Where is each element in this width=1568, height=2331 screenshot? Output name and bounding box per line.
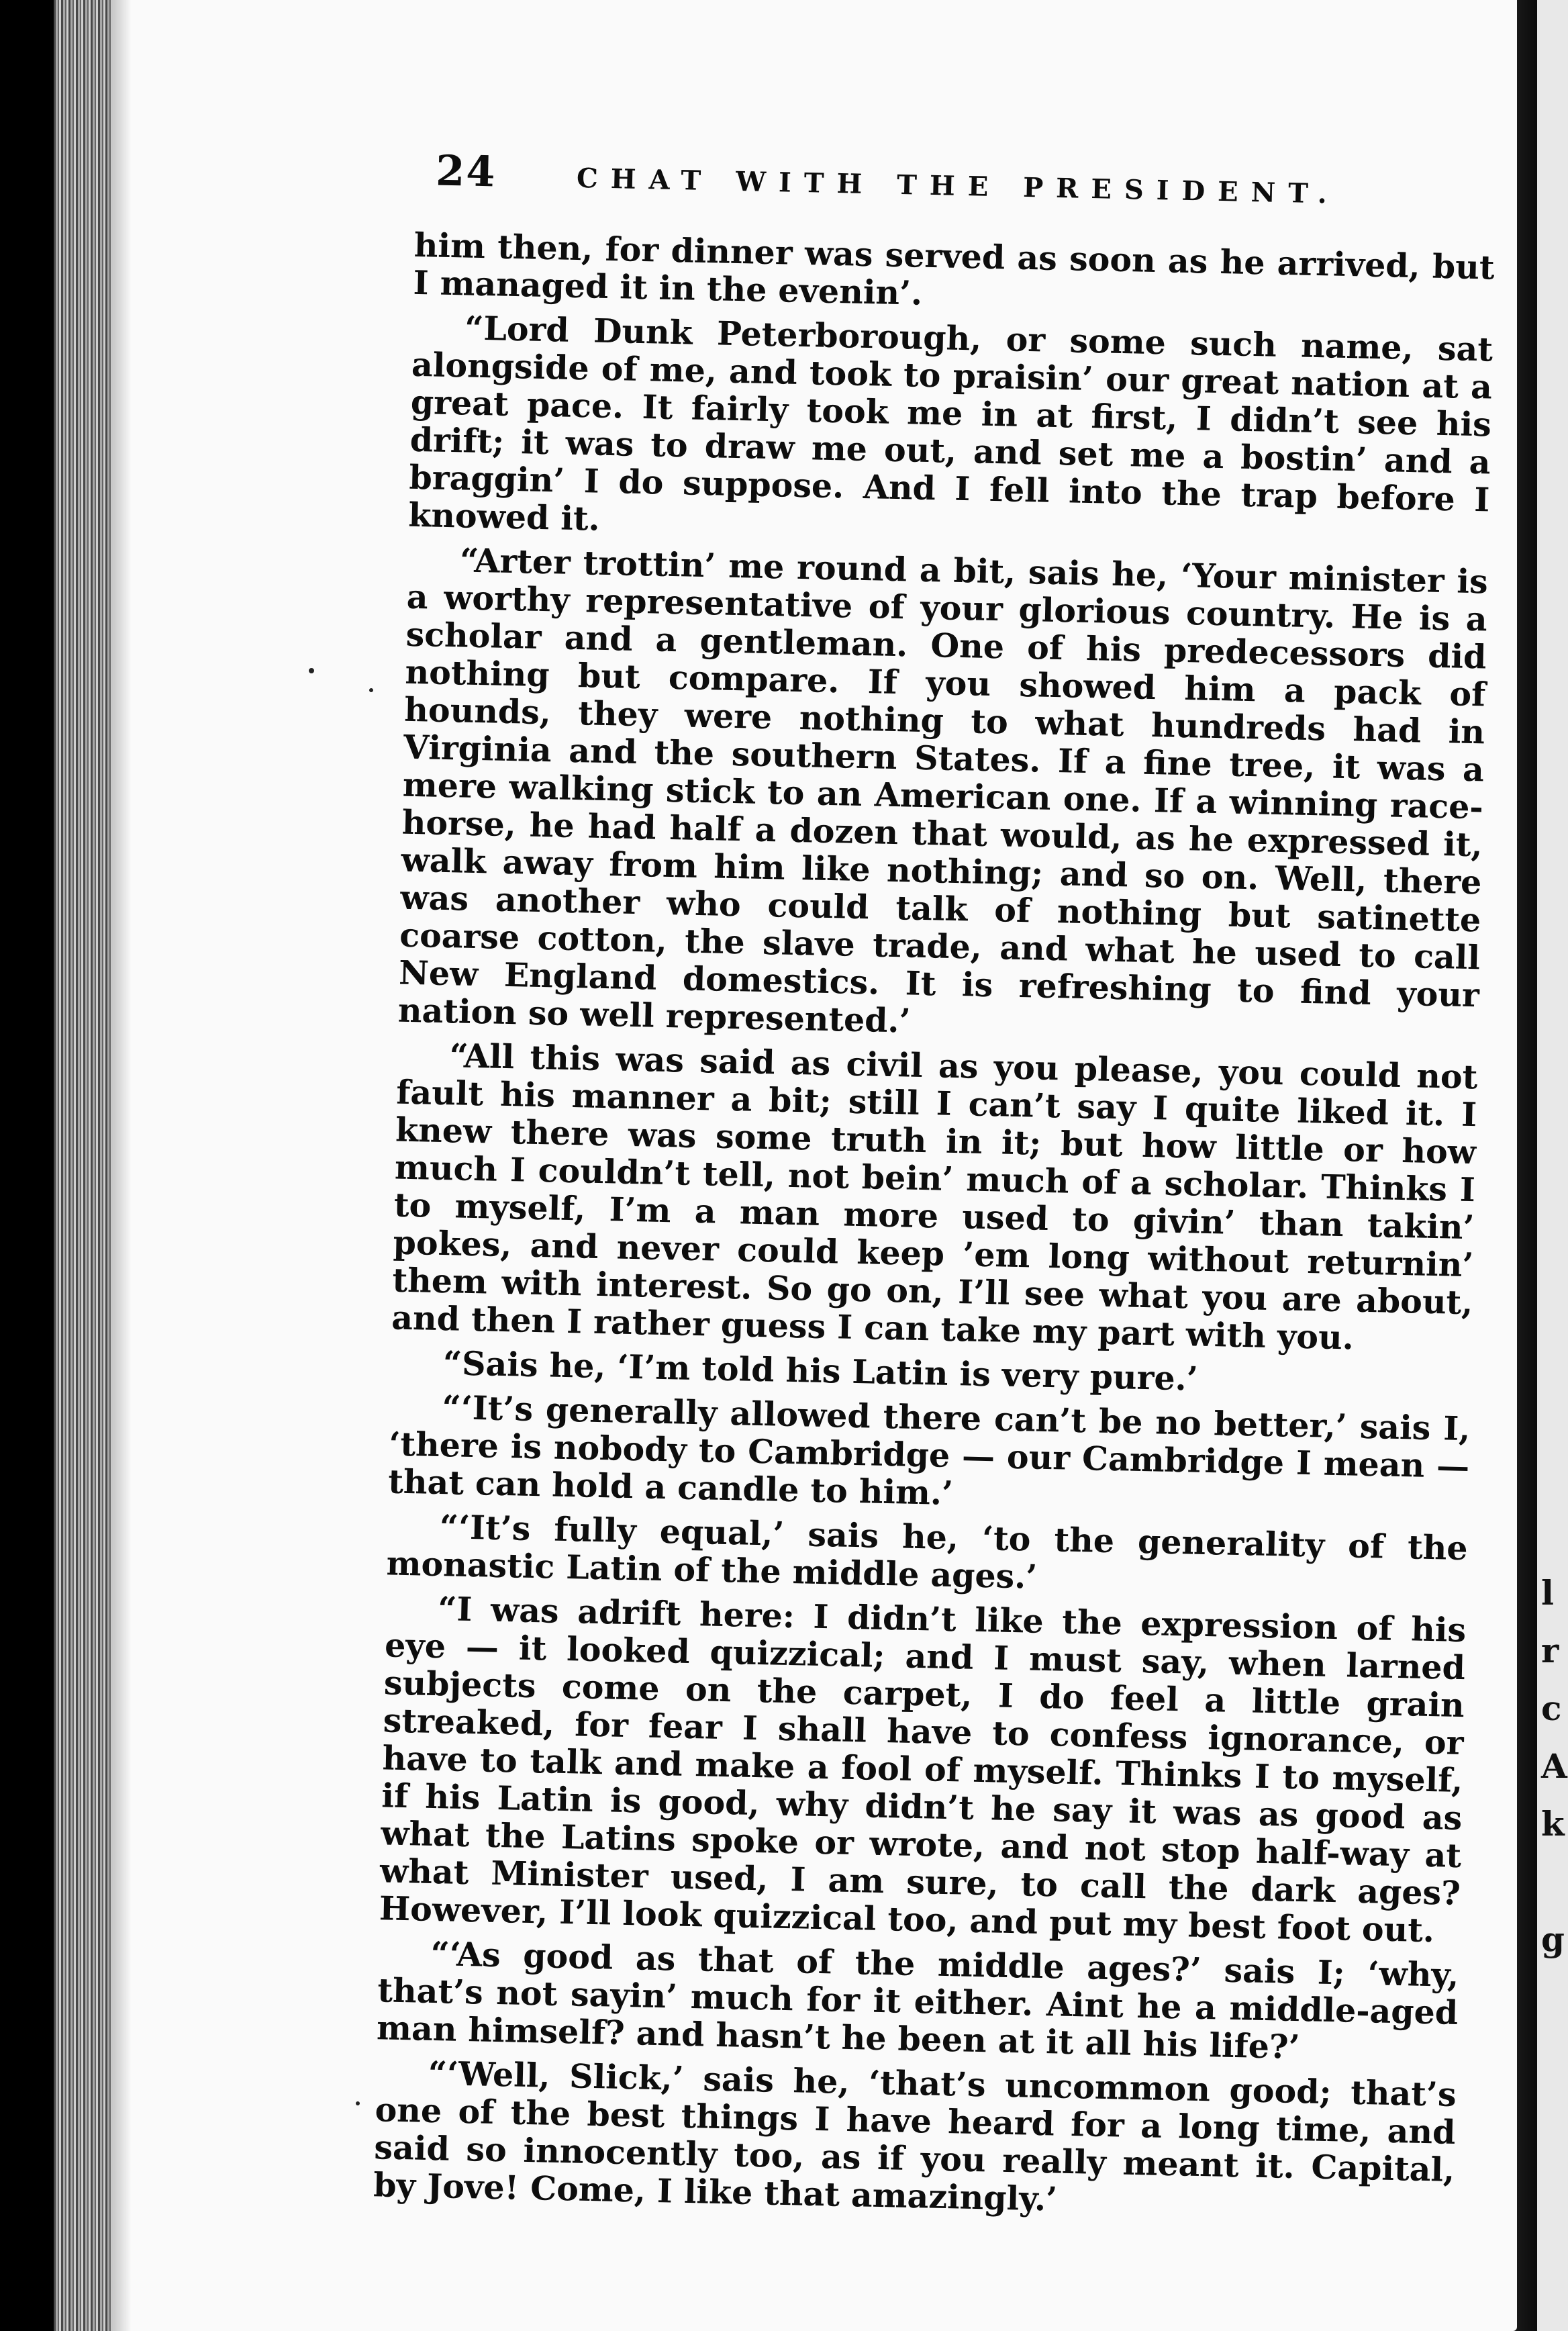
book-page [54,0,1517,2331]
ink-speck [309,668,314,673]
paragraph: “‘It’s fully equal,’ sais he, ‘to the generality of the monastic Latin of the middle ages.’ [386,1507,1469,1597]
paragraph: “‘Well, Slick,’ sais he, ‘that’s uncommon good; that’s one of the best things I have heard for a long time, and said so innocently too, as if you really meant it. Capital, by Jove! Come, I like that amazingly.’ [373,2053,1457,2219]
paragraph: “All this was said as civil as you please, you could not fault his manner a bit; still I can’t say I quite liked it. I knew there was some truth in it; but how little or how much I couldn’t tell, not bein’ much of a scholar. Thinks I to myself, I’m a man more used to givin’ than takin’ pokes, and never could keep ’em long without returnin’ them with interest. So go on, I’ll see what you are about, and then I rather guess I can take my part with you. [391,1036,1478,1358]
facing-page-strip [1537,0,1568,2331]
page-number: 24 [435,146,497,197]
running-head: CHAT WITH THE PRESIDENT. [576,162,1340,210]
paragraph: him then, for dinner was served as soon as he arrived, but I managed it in the evenin’. [413,225,1496,313]
body-text [313,225,1495,2226]
paragraph: “Sais he, ‘I’m told his Latin is very pure.’ [442,1343,1199,1398]
paragraph: “I was adrift here: I didn’t like the expression of his eye — it looked quizzical; and I must say, when larned subjects come on the carpet, I do feel a little grain streaked, for fear I shall have to confess ignorance, or have to talk and make a fool of myself. Thinks I to myself, if his Latin is good, why didn’t he say it was as good as what the Latins spoke or wrote, and not stop half-way at what Minister used, I am sure, to call the dark ages? However, I’ll look quizzical too, and put my best foot out. [379,1589,1467,1950]
paragraph: “Arter trottin’ me round a bit, sais he, ‘Your minister is a worthy representative of your glorious country. He is a scholar and a gentleman. One of his predecessors did nothing but compare. If you showed him a pack of hounds, they were nothing to what hundreds had in Virginia and the southern States. If a fine tree, it was a mere walking stick to an American one. If a winning race-horse, he had half a dozen that would, as he expressed it, walk away from him like nothing; and so on. Well, there was another who could talk of nothing but satinette coarse cotton, the slave trade, and what he used to call New England domestics. It is refreshing to find your nation so well represented.’ [397,540,1489,1041]
text-block [313,144,1497,2233]
paragraph: “‘As good as that of the middle ages?’ sais I; ‘why, that’s not sayin’ much for it either. Aint he a middle-aged man himself? and hasn’t he been at it all his life?’ [376,1934,1459,2067]
facing-page-margin-letters: l r c A k g [1541,1573,1567,1959]
paragraph: “‘It’s generally allowed there can’t be no better,’ sais I, ‘there is nobody to Cambridge — our Cambridge I mean — that can hold a candle to him.’ [387,1388,1471,1513]
page-block-edge [54,0,111,2331]
paragraph: “Lord Dunk Peterborough, or some such name, sat alongside of me, and took to praisin’ our great nation at a great pace. It fairly took me in at first, I didn’t see his drift; it was to draw me out, and set me a bostin’ and a braggin’ I do suppose. And I fell into the trap before I knowed it. [407,308,1493,538]
